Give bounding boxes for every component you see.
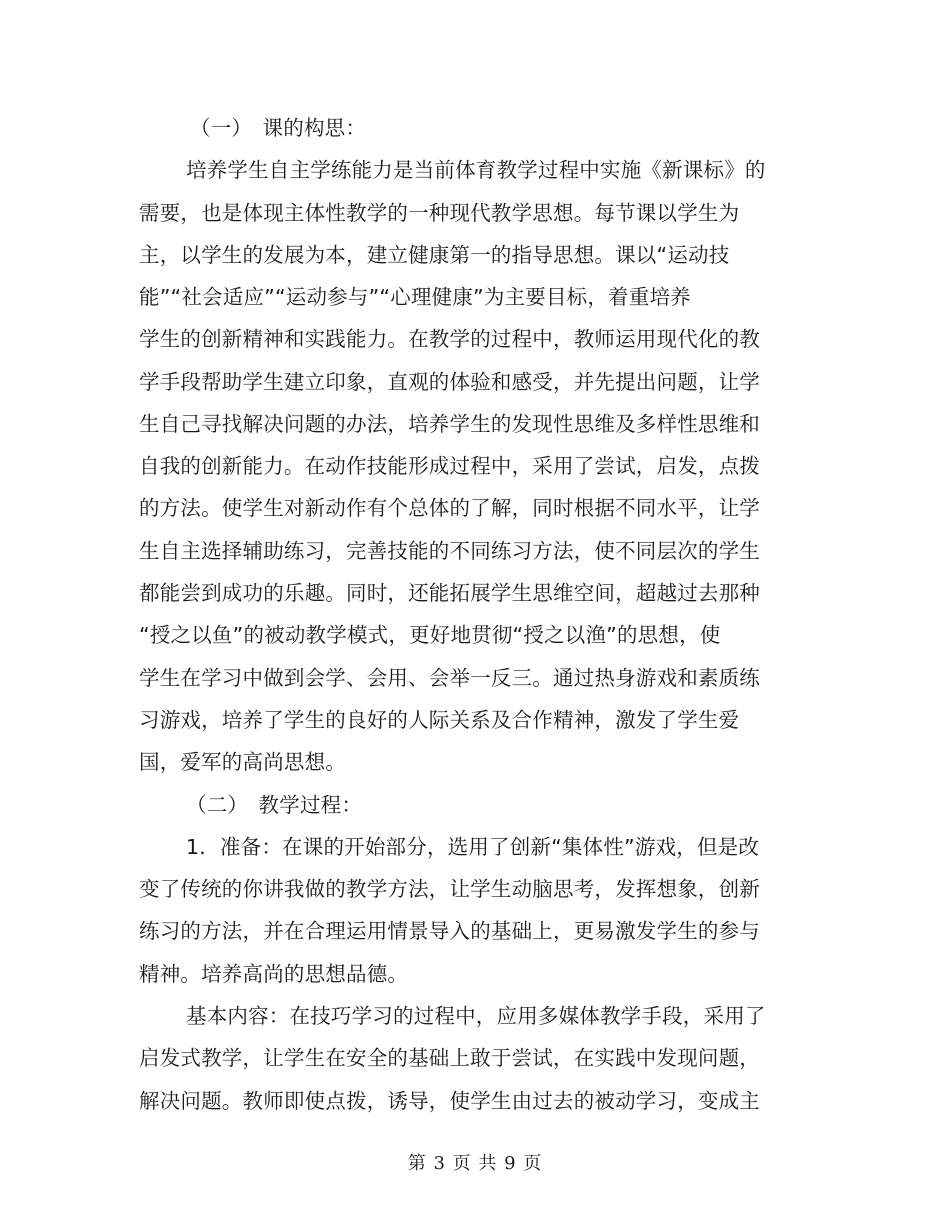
paragraph-line: 练习的方法，并在合理运用情景导入的基础上，更易激发学生的参与 [139,919,760,943]
paragraph-line: 主，以学生的发展为本，建立健康第一的指导思想。课以“运动技 [139,243,730,267]
paragraph-line: 需要，也是体现主体性教学的一种现代教学思想。每节课以学生为 [139,201,740,225]
paragraph-line: 的方法。使学生对新动作有个总体的了解，同时根据不同水平，让学 [139,496,760,520]
paragraph-line: 国，爱军的高尚思想。 [139,750,346,774]
paragraph-line: 精神。培养高尚的思想品德。 [139,962,409,986]
paragraph-line: 生自己寻找解决问题的办法，培养学生的发现性思维及多样性思维和 [139,412,760,436]
paragraph-line: 培养学生自主学练能力是当前体育教学过程中实施《新课标》的 [186,158,766,182]
paragraph-line: 解决问题。教师即使点拨，诱导，使学生由过去的被动学习，变成主 [139,1089,760,1113]
paragraph-line: 变了传统的你讲我做的教学方法，让学生动脑思考，发挥想象，创新 [139,877,760,901]
paragraph-line: 都能尝到成功的乐趣。同时，还能拓展学生思维空间，超越过去那种 [139,581,760,605]
paragraph-line: 习游戏，培养了学生的良好的人际关系及合作精神，激发了学生爱 [139,708,740,732]
paragraph-line: 启发式教学，让学生在安全的基础上敢于尝试，在实践中发现问题， [139,1046,760,1070]
paragraph-line: 能”“社会适应”“运动参与”“心理健康”为主要目标，着重培养 [139,285,691,309]
paragraph-line: 学手段帮助学生建立印象，直观的体验和感受，并先提出问题，让学 [139,370,760,394]
paragraph-line: 生自主选择辅助练习，完善技能的不同练习方法，使不同层次的学生 [139,539,760,563]
paragraph-line: 基本内容：在技巧学习的过程中，应用多媒体教学手段，采用了 [186,1004,766,1028]
paragraph-line: 学生在学习中做到会学、会用、会举一反三。通过热身游戏和素质练 [139,666,760,690]
paragraph-line: 自我的创新能力。在动作技能形成过程中，采用了尝试，启发，点拨 [139,454,760,478]
paragraph-line: “授之以鱼”的被动教学模式，更好地贯彻“授之以渔”的思想，使 [139,623,721,647]
section-heading-1: （一） 课的构思： [190,116,367,140]
section-heading-2: （二） 教学过程： [186,793,363,817]
paragraph-line: 学生的创新精神和实践能力。在教学的过程中，教师运用现代化的教 [139,327,760,351]
paragraph-line: 1．准备：在课的开始部分，选用了创新“集体性”游戏，但是改 [186,835,760,859]
page-number-footer: 第 3 页 共 9 页 [407,1153,543,1174]
